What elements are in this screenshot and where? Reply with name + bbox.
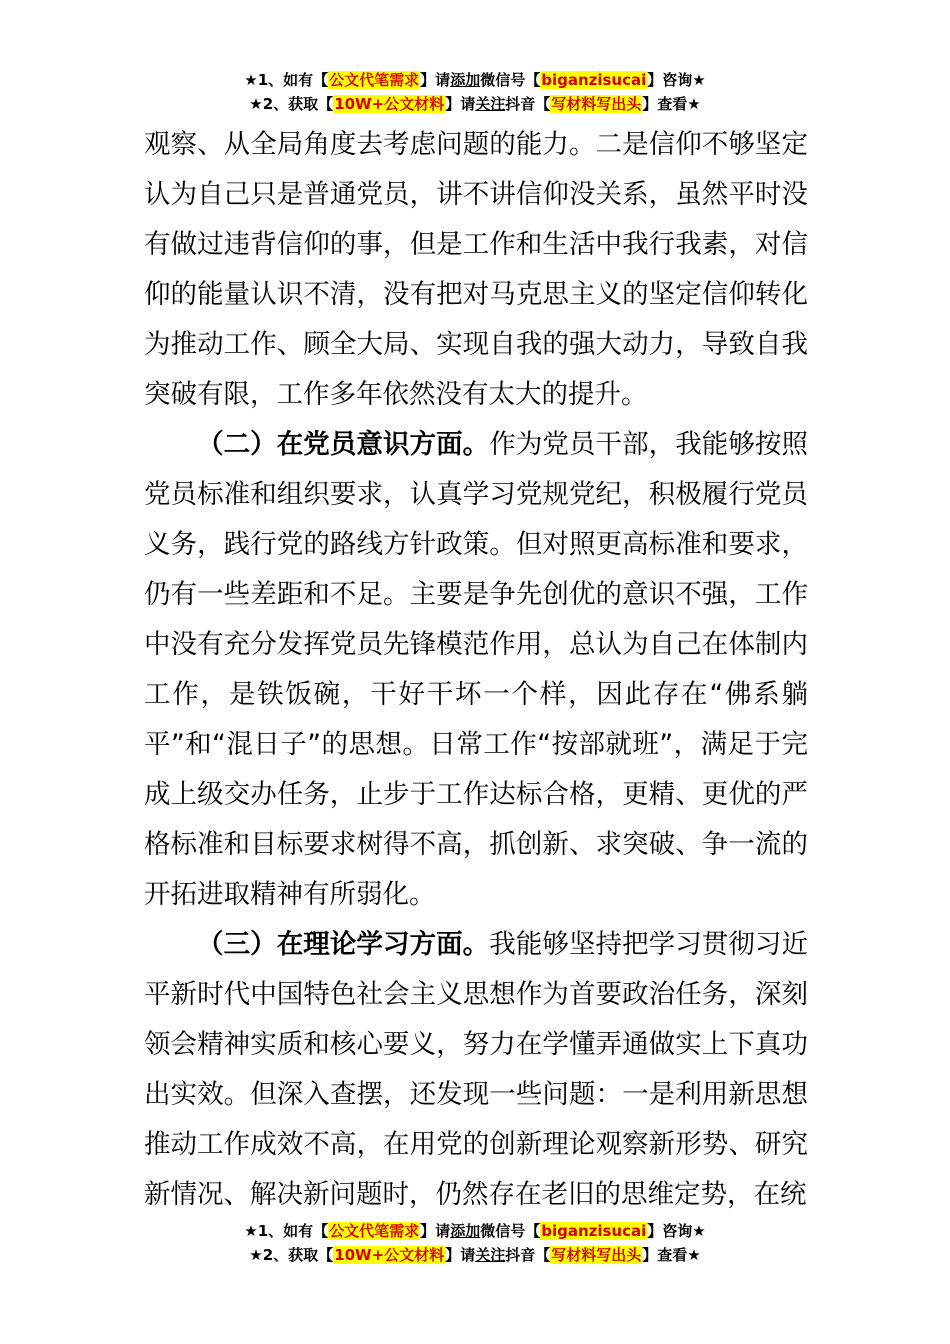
section-heading-3: （三）在理论学习方面。 bbox=[197, 929, 490, 960]
banner-highlight: 10W+公文材料 bbox=[334, 1246, 445, 1264]
banner-highlight: 10W+公文材料 bbox=[334, 95, 445, 113]
paragraph-2-text: 作为党员干部，我能够按照党员标准和组织要求，认真学习党规党纪，积极履行党员义务，践行党的路线方针政策。但对照更高标准和要求，仍有一些差距和不足。主要是争先创优的意识不强，工作中没有充分发挥党员先锋模范作用，总认为自己在体制内工作，是铁饭碗，干好干坏一个样，因此存在“佛系躺平”和“混日子”的思想。日常工作“按部就班”，满足于完成上级交办任务，止步于工作达标合格，更精、更优的严格标准和目标要求树得不高，抓创新、求突破、争一流的开拓进取精神有所弱化。 bbox=[144, 429, 808, 910]
paragraph-3 bbox=[144, 920, 808, 1220]
header-banner bbox=[0, 68, 950, 116]
document-body bbox=[144, 120, 808, 1220]
banner-douyin-id: 写材料写出头 bbox=[551, 1246, 642, 1264]
paragraph-2 bbox=[144, 420, 808, 920]
banner-wechat-id: biganzisucai bbox=[541, 1222, 647, 1240]
paragraph-1: 观察、从全局角度去考虑问题的能力。二是信仰不够坚定认为自己只是普通党员，讲不讲信仰没关系，虽然平时没有做过违背信仰的事，但是工作和生活中我行我素，对信仰的能量认识不清，没有把对马克思主义的坚定信仰转化为推动工作、顾全大局、实现自我的强大动力，导致自我突破有限，工作多年依然没有太大的提升。 bbox=[144, 129, 808, 410]
banner-wechat-id: biganzisucai bbox=[541, 71, 647, 89]
banner-douyin-id: 写材料写出头 bbox=[551, 95, 642, 113]
paragraph-3-text: 我能够坚持把学习贯彻习近平新时代中国特色社会主义思想作为首要政治任务，深刻领会精神实质和核心要义，努力在学懂弄通做实上下真功出实效。但深入查摆，还发现一些问题：一是利用新思想推动工作成效不高，在用党的创新理论观察新形势、研究新情况、解决新问题时，仍然存在老旧的思维定势，在统 bbox=[144, 929, 808, 1210]
section-heading-2: （二）在党员意识方面。 bbox=[197, 429, 490, 460]
banner-highlight: 公文代笔需求 bbox=[329, 71, 420, 89]
banner-line-2: ★2、获取【10W+公文材料】请关注抖音【写材料写出头】查看★ bbox=[249, 95, 701, 113]
banner-line-2: ★2、获取【10W+公文材料】请关注抖音【写材料写出头】查看★ bbox=[249, 1246, 701, 1264]
banner-highlight: 公文代笔需求 bbox=[329, 1222, 420, 1240]
footer-banner bbox=[0, 1219, 950, 1267]
banner-line-1: ★1、如有【公文代笔需求】请添加微信号【biganzisucai】咨询★ bbox=[244, 1222, 706, 1240]
banner-line-1: ★1、如有【公文代笔需求】请添加微信号【biganzisucai】咨询★ bbox=[244, 71, 706, 89]
